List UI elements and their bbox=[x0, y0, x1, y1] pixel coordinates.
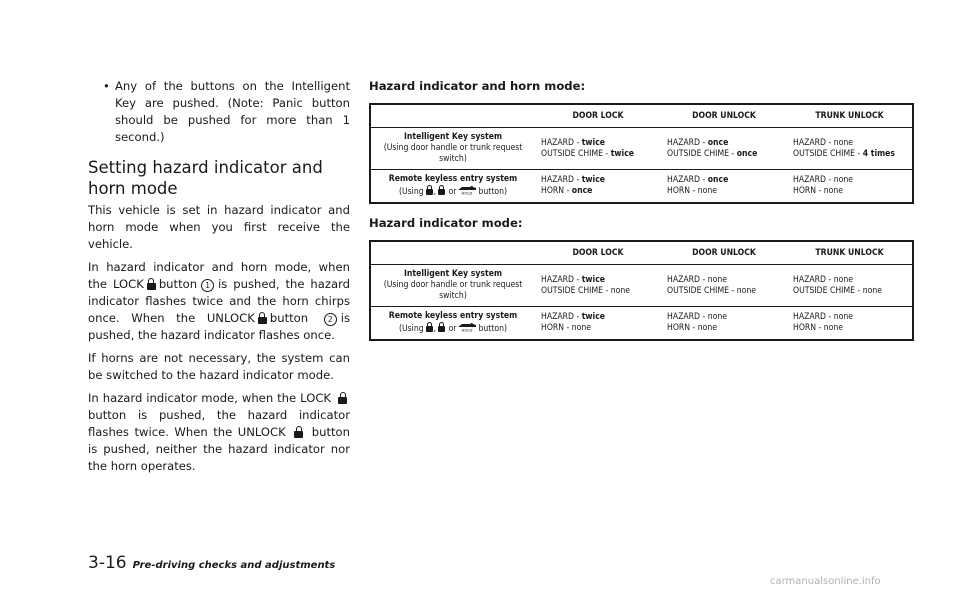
cell-key: OUTSIDE CHIME - none bbox=[667, 285, 756, 296]
text: button bbox=[158, 277, 198, 291]
text: or bbox=[446, 187, 457, 197]
cell-line bbox=[793, 138, 906, 149]
text: , bbox=[433, 324, 437, 334]
text: button bbox=[269, 311, 309, 325]
cell-line bbox=[667, 186, 781, 197]
table-row bbox=[370, 265, 913, 307]
text: is pushed, the hazard indicator flashes once. bbox=[88, 311, 350, 342]
cell-value: twice bbox=[581, 175, 606, 185]
trunk-icon-label: HOLD bbox=[462, 327, 473, 332]
column-header: DOOR LOCK bbox=[535, 104, 661, 128]
cell-key: HAZARD - none bbox=[793, 175, 854, 185]
column-header: TRUNK UNLOCK bbox=[787, 104, 913, 128]
trunk-icon-label: HOLD bbox=[462, 190, 473, 195]
cell-value: once bbox=[707, 175, 729, 185]
cell-line bbox=[667, 275, 781, 286]
cell-key: OUTSIDE CHIME - none bbox=[793, 285, 882, 296]
cell-line bbox=[667, 286, 781, 297]
tables-container bbox=[369, 78, 912, 341]
page-footer bbox=[88, 553, 335, 573]
cell-line bbox=[541, 149, 655, 160]
mode-table bbox=[369, 240, 914, 341]
bullet-mark: • bbox=[103, 79, 110, 93]
unlock-icon bbox=[294, 426, 303, 438]
callout-number-1: 1 bbox=[201, 279, 214, 292]
column-header bbox=[370, 241, 535, 265]
cell-line bbox=[667, 175, 781, 186]
cell-value: twice bbox=[610, 148, 635, 159]
cell-value: once bbox=[707, 137, 729, 148]
table-cell bbox=[535, 265, 661, 307]
unlock-icon bbox=[258, 312, 267, 324]
text: button) bbox=[478, 324, 508, 334]
unlock-icon bbox=[438, 185, 445, 195]
trunk-icon bbox=[457, 322, 477, 332]
row-header-subtitle bbox=[375, 322, 531, 335]
text: or bbox=[446, 324, 457, 334]
cell-line bbox=[667, 323, 781, 334]
row-header-subtitle bbox=[375, 185, 531, 198]
cell-line bbox=[793, 186, 906, 197]
cell-line bbox=[541, 186, 655, 197]
text: In hazard indicator mode, when the LOCK bbox=[88, 391, 332, 405]
cell-key: OUTSIDE CHIME - bbox=[793, 148, 863, 159]
column-header: DOOR UNLOCK bbox=[661, 104, 787, 128]
row-header-title: Remote keyless entry system bbox=[388, 174, 518, 184]
table-title: Hazard indicator mode: bbox=[369, 216, 523, 230]
cell-line bbox=[541, 323, 655, 334]
table-cell bbox=[661, 128, 787, 170]
cell-key: HAZARD - none bbox=[667, 274, 728, 285]
lock-icon bbox=[426, 185, 433, 195]
paragraph-hazard-mode bbox=[88, 390, 350, 475]
paragraph-switch-mode: If horns are not necessary, the system can be switched to the hazard indicator mode. bbox=[88, 351, 350, 382]
text: (Using bbox=[398, 324, 424, 334]
text: button is pushed, neither the hazard indicator nor the horn operates. bbox=[88, 425, 350, 473]
chapter-title: Pre-driving checks and adjustments bbox=[132, 560, 336, 571]
table-header-row bbox=[370, 241, 913, 265]
cell-key: HORN - none bbox=[541, 323, 592, 333]
left-column bbox=[88, 78, 350, 481]
text: button) bbox=[478, 187, 508, 197]
cell-key: OUTSIDE CHIME - bbox=[541, 148, 611, 159]
cell-line bbox=[541, 286, 655, 297]
table-cell bbox=[787, 265, 913, 307]
cell-key: HAZARD - none bbox=[793, 274, 854, 285]
cell-key: HORN - none bbox=[793, 186, 844, 196]
table-cell bbox=[787, 170, 913, 204]
table-cell bbox=[661, 307, 787, 341]
column-header: DOOR LOCK bbox=[535, 241, 661, 265]
table-cell bbox=[787, 128, 913, 170]
cell-line bbox=[667, 312, 781, 323]
table-row bbox=[370, 307, 913, 341]
text: is pushed, the hazard indicator flashes twice and the horn chirps once. When the UNLOCK bbox=[88, 277, 350, 325]
cell-line bbox=[793, 312, 906, 323]
table-cell bbox=[535, 128, 661, 170]
cell-key: HORN - none bbox=[793, 323, 844, 333]
text: In hazard indicator and horn mode, when the LOCK bbox=[88, 260, 350, 291]
row-header bbox=[370, 170, 535, 204]
mode-table bbox=[369, 103, 914, 204]
table-cell bbox=[661, 265, 787, 307]
cell-value: once bbox=[571, 186, 593, 196]
row-header bbox=[370, 307, 535, 341]
cell-key: HORN - none bbox=[667, 323, 718, 333]
cell-key: HAZARD - none bbox=[793, 312, 854, 322]
cell-value: twice bbox=[581, 312, 606, 322]
cell-line bbox=[667, 149, 781, 160]
cell-key: OUTSIDE CHIME - none bbox=[541, 285, 630, 296]
table-row bbox=[370, 128, 913, 170]
watermark: carmanualsonline.info bbox=[770, 576, 881, 587]
text: button is pushed, the hazard indicator flashes twice. When the UNLOCK bbox=[88, 408, 350, 439]
right-column bbox=[369, 78, 912, 341]
cell-line bbox=[541, 275, 655, 286]
cell-key: OUTSIDE CHIME - bbox=[667, 148, 737, 159]
table-cell bbox=[661, 170, 787, 204]
cell-line bbox=[793, 275, 906, 286]
cell-value: 4 times bbox=[862, 148, 896, 159]
row-header bbox=[370, 128, 535, 170]
trunk-icon bbox=[457, 185, 477, 195]
text: (Using bbox=[398, 187, 424, 197]
row-header-title: Intelligent Key system bbox=[404, 132, 502, 142]
row-header-subtitle: (Using door handle or trunk request switch) bbox=[383, 143, 523, 164]
cell-key: HORN - none bbox=[667, 186, 718, 196]
cell-value: once bbox=[736, 148, 758, 159]
table-cell bbox=[535, 170, 661, 204]
row-header-subtitle: (Using door handle or trunk request switch) bbox=[383, 280, 523, 301]
column-header: TRUNK UNLOCK bbox=[787, 241, 913, 265]
row-header bbox=[370, 265, 535, 307]
column-header: DOOR UNLOCK bbox=[661, 241, 787, 265]
cell-line bbox=[793, 149, 906, 160]
cell-key: HORN - bbox=[541, 186, 572, 196]
unlock-icon bbox=[438, 322, 445, 332]
cell-key: HAZARD - bbox=[667, 137, 708, 148]
cell-line bbox=[793, 175, 906, 186]
bullet-item bbox=[88, 78, 350, 146]
table-row bbox=[370, 170, 913, 204]
lock-icon bbox=[147, 278, 156, 290]
table-header-row bbox=[370, 104, 913, 128]
lock-icon bbox=[426, 322, 433, 332]
text: , bbox=[433, 187, 437, 197]
cell-key: HAZARD - none bbox=[793, 137, 854, 148]
cell-value: twice bbox=[581, 137, 606, 148]
lock-icon bbox=[338, 392, 347, 404]
column-header bbox=[370, 104, 535, 128]
row-header-title: Remote keyless entry system bbox=[388, 311, 518, 321]
callout-number-2: 2 bbox=[324, 313, 337, 326]
cell-key: HAZARD - bbox=[541, 137, 582, 148]
row-header-title: Intelligent Key system bbox=[404, 269, 502, 279]
cell-line bbox=[793, 286, 906, 297]
cell-line bbox=[793, 323, 906, 334]
cell-line bbox=[541, 138, 655, 149]
cell-line bbox=[541, 312, 655, 323]
cell-line bbox=[541, 175, 655, 186]
cell-value: twice bbox=[581, 274, 606, 285]
bullet-text: Any of the buttons on the Intelligent Key are pushed. (Note: Panic button should be pushed for more than 1 second.) bbox=[115, 79, 350, 144]
cell-key: HAZARD - bbox=[541, 274, 582, 285]
paragraph-hazard-horn-mode bbox=[88, 259, 350, 344]
table-cell bbox=[787, 307, 913, 341]
cell-key: HAZARD - none bbox=[667, 312, 728, 322]
page-number: 3-16 bbox=[88, 553, 127, 573]
cell-line bbox=[667, 138, 781, 149]
section-heading: Setting hazard indicator and horn mode bbox=[88, 158, 323, 198]
table-title: Hazard indicator and horn mode: bbox=[369, 79, 586, 93]
cell-key: HAZARD - bbox=[667, 175, 708, 185]
paragraph-initial-mode: This vehicle is set in hazard indicator and horn mode when you first receive the vehicle. bbox=[88, 203, 350, 251]
cell-key: HAZARD - bbox=[541, 312, 582, 322]
cell-key: HAZARD - bbox=[541, 175, 582, 185]
table-cell bbox=[535, 307, 661, 341]
